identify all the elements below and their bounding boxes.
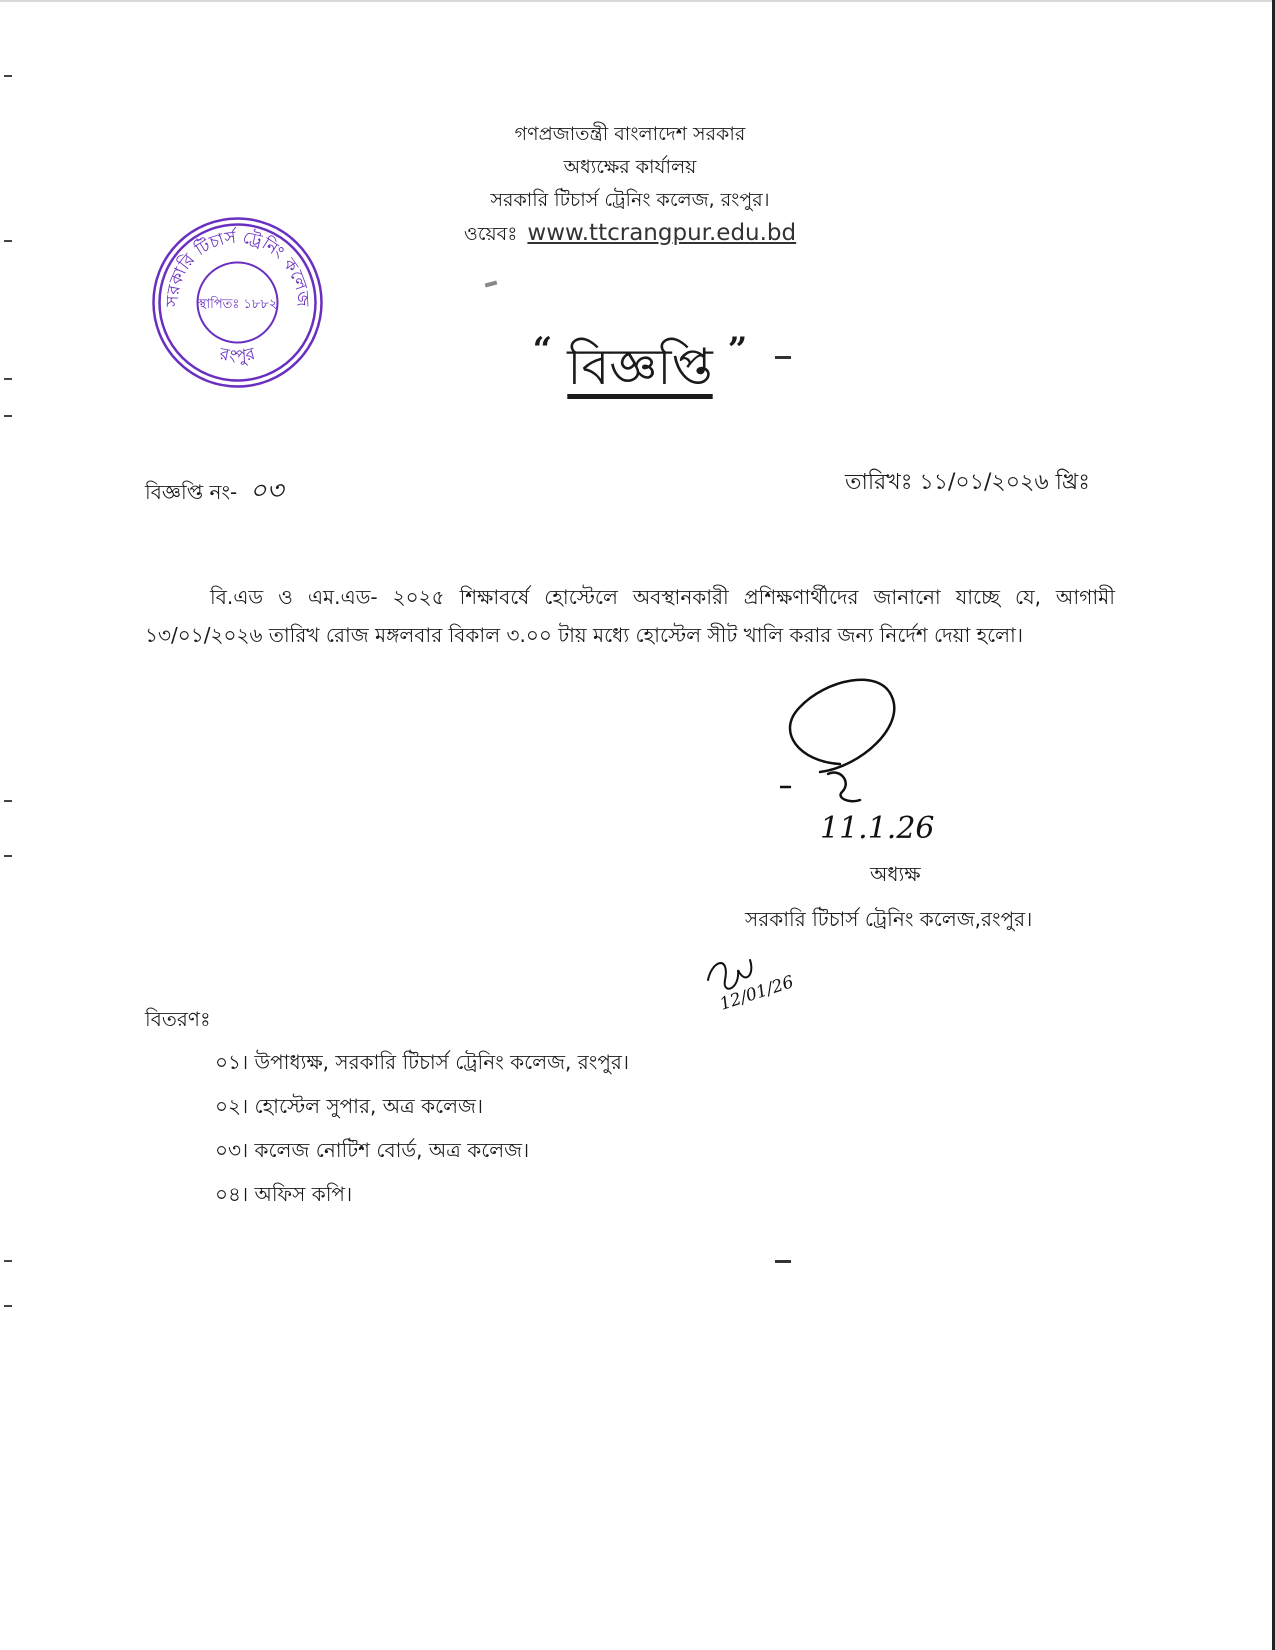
notice-title [510, 330, 770, 413]
government-name: গণপ্রজাতন্ত্রী বাংলাদেশ সরকার [514, 123, 746, 145]
scan-mark [4, 800, 12, 802]
decorative-dash [775, 1260, 791, 1263]
distribution-label: বিতরণঃ [145, 1007, 211, 1031]
notice-number [145, 470, 283, 514]
scan-mark [4, 240, 12, 242]
seal-outer-text: সরকারি টিচার্স ট্রেনিং কলেজ [162, 227, 313, 308]
seal-established-text: স্থাপিতঃ ১৮৮২ [197, 297, 278, 312]
distribution-list [215, 1040, 629, 1216]
principal-signature [780, 672, 950, 856]
signatory-designation: অধ্যক্ষ [870, 862, 921, 886]
title-close-quote: ” [727, 330, 748, 370]
title-text: বিজ্ঞপ্তি [567, 338, 713, 396]
scan-mark [4, 378, 12, 380]
letterhead [380, 118, 880, 251]
website-link[interactable]: www.ttcrangpur.edu.bd [527, 220, 797, 246]
notice-date: তারিখঃ ১১/০১/২০২৬ খ্রিঃ [845, 470, 1091, 495]
initials-date: 12/01/26 [717, 972, 797, 1015]
signature-scribble [780, 672, 950, 852]
scan-mark [4, 1305, 12, 1307]
scan-speck [485, 281, 498, 288]
distribution-item: ০১। উপাধ্যক্ষ, সরকারি টিচার্স ট্রেনিং কলেজ, রংপুর। [215, 1050, 630, 1074]
distribution-item: ০৪। অফিস কপি। [215, 1182, 353, 1206]
decorative-dash [775, 356, 791, 359]
institution-name: সরকারি টিচার্স ট্রেনিং কলেজ, রংপুর। [490, 189, 770, 211]
signature-date: 11.1.26 [820, 811, 935, 846]
scan-mark [4, 1260, 12, 1262]
scan-mark [4, 415, 12, 417]
initials-scribble [700, 935, 820, 1025]
scan-mark [4, 75, 12, 77]
distribution-item: ০২। হোস্টেল সুপার, অত্র কলেজ। [215, 1094, 484, 1118]
scan-mark [4, 855, 12, 857]
website-label: ওয়েবঃ [463, 223, 518, 245]
notice-number-value: ০৩ [249, 476, 284, 506]
signatory-office: সরকারি টিচার্স ট্রেনিং কলেজ,রংপুর। [745, 907, 1033, 931]
office-name: অধ্যক্ষের কার্যালয় [563, 156, 697, 178]
initials-mark [700, 935, 820, 1029]
notice-number-label: বিজ্ঞপ্তি নং- [145, 480, 238, 504]
seal-bottom-text: রংপুর [217, 344, 258, 368]
distribution-item: ০৩। কলেজ নোটিশ বোর্ড, অত্র কলেজ। [215, 1138, 530, 1162]
title-open-quote: “ [532, 330, 553, 370]
college-seal [150, 215, 325, 394]
seal-graphic [150, 215, 325, 390]
scan-edge-top [0, 0, 1275, 2]
website-line [380, 217, 880, 251]
notice-body: বি.এড ও এম.এড- ২০২৫ শিক্ষাবর্ষে হোস্টেলে অবস্থানকারী প্রশিক্ষণার্থীদের জানানো যাচ্ছে যে, আগামী ১৩/০১/২০২৬ তারিখ রোজ মঙ্গলবার বিকাল ৩.০০ টায় মধ্যে হোস্টেল সীট খালি করার জন্য নির্দেশ দেয়া হলো। [145, 585, 1115, 647]
